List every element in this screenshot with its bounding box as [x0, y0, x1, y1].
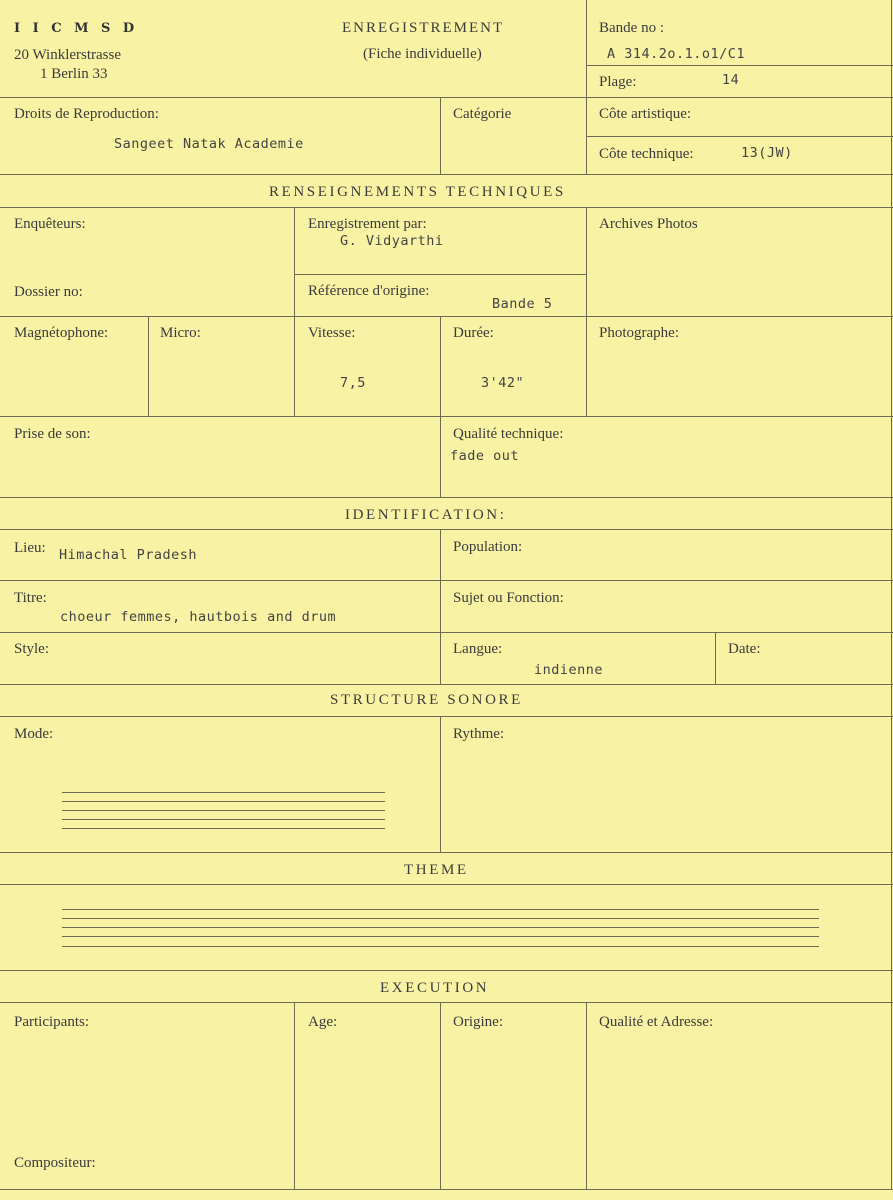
enregistrement-par-value: G. Vidyarthi [340, 233, 444, 249]
titre-value: choeur femmes, hautbois and drum [60, 609, 337, 625]
divider [294, 1002, 295, 1189]
divider [0, 529, 893, 530]
plage-label: Plage: [599, 74, 637, 90]
divider [891, 0, 892, 1190]
section-title: IDENTIFICATION: [345, 507, 507, 523]
page-title: ENREGISTREMENT [342, 20, 505, 36]
droits-value: Sangeet Natak Academie [114, 136, 304, 152]
divider [0, 1002, 893, 1003]
categorie-label: Catégorie [453, 106, 512, 122]
date-label: Date: [728, 641, 761, 657]
divider [0, 884, 893, 885]
divider [0, 970, 893, 971]
archives-photos-label: Archives Photos [599, 216, 698, 232]
page-subtitle: (Fiche individuelle) [363, 46, 482, 62]
divider [0, 1189, 893, 1190]
lieu-label: Lieu: [14, 540, 46, 556]
section-title: STRUCTURE SONORE [330, 692, 523, 708]
staff-line [62, 828, 385, 829]
divider [0, 716, 893, 717]
divider [440, 97, 441, 174]
duree-value: 3'42" [481, 375, 525, 391]
staff-line [62, 801, 385, 802]
section-title: RENSEIGNEMENTS TECHNIQUES [269, 184, 566, 200]
divider [0, 174, 893, 175]
prise-de-son-label: Prise de son: [14, 426, 91, 442]
divider [0, 632, 893, 633]
dossier-label: Dossier no: [14, 284, 83, 300]
style-label: Style: [14, 641, 50, 657]
sujet-label: Sujet ou Fonction: [453, 590, 564, 606]
section-title: EXECUTION [380, 980, 490, 996]
enqueteurs-label: Enquêteurs: [14, 216, 86, 232]
magnetophone-label: Magnétophone: [14, 325, 109, 341]
address-line: 1 Berlin 33 [40, 66, 108, 82]
bande-label: Bande no : [599, 20, 664, 36]
micro-label: Micro: [160, 325, 201, 341]
origine-label: Origine: [453, 1014, 503, 1030]
divider [586, 136, 893, 137]
mode-label: Mode: [14, 726, 54, 742]
reference-value: Bande 5 [492, 296, 553, 312]
compositeur-label: Compositeur: [14, 1155, 96, 1171]
bande-value: A 314.2o.1.o1/C1 [607, 46, 746, 62]
reference-label: Référence d'origine: [308, 283, 430, 299]
divider [586, 207, 587, 416]
staff-line [62, 918, 819, 919]
qualite-technique-label: Qualité technique: [453, 426, 564, 442]
qualite-adresse-label: Qualité et Adresse: [599, 1014, 714, 1030]
photographe-label: Photographe: [599, 325, 679, 341]
staff-line [62, 936, 819, 937]
divider [0, 497, 893, 498]
divider [440, 1002, 441, 1189]
divider [0, 207, 893, 208]
divider [0, 580, 893, 581]
divider [440, 316, 441, 497]
section-title: THEME [404, 862, 469, 878]
participants-label: Participants: [14, 1014, 89, 1030]
address-line: 20 Winklerstrasse [14, 47, 122, 63]
vitesse-label: Vitesse: [308, 325, 356, 341]
duree-label: Durée: [453, 325, 494, 341]
cote-technique-value: 13(JW) [741, 145, 793, 161]
cote-technique-label: Côte technique: [599, 146, 694, 162]
rythme-label: Rythme: [453, 726, 505, 742]
enregistrement-par-label: Enregistrement par: [308, 216, 427, 232]
plage-value: 14 [722, 72, 740, 88]
age-label: Age: [308, 1014, 338, 1030]
langue-value: indienne [534, 662, 604, 678]
divider [586, 1002, 587, 1189]
staff-line [62, 792, 385, 793]
divider [586, 0, 587, 174]
population-label: Population: [453, 539, 523, 555]
staff-line [62, 819, 385, 820]
vitesse-value: 7,5 [340, 375, 366, 391]
divider [0, 97, 893, 98]
divider [440, 529, 441, 684]
staff-line [62, 946, 819, 947]
divider [0, 684, 893, 685]
divider [586, 65, 893, 66]
droits-label: Droits de Reproduction: [14, 106, 159, 122]
lieu-value: Himachal Pradesh [59, 547, 198, 563]
org-logo: I I C M S D [14, 21, 139, 36]
divider [294, 274, 586, 275]
staff-line [62, 927, 819, 928]
langue-label: Langue: [453, 641, 503, 657]
divider [0, 852, 893, 853]
staff-line [62, 909, 819, 910]
divider [0, 316, 893, 317]
titre-label: Titre: [14, 590, 47, 606]
divider [294, 207, 295, 416]
cote-artistique-label: Côte artistique: [599, 106, 692, 122]
divider [0, 416, 893, 417]
staff-line [62, 810, 385, 811]
divider [148, 316, 149, 416]
divider [715, 632, 716, 684]
divider [440, 716, 441, 852]
qualite-technique-value: fade out [450, 448, 520, 464]
